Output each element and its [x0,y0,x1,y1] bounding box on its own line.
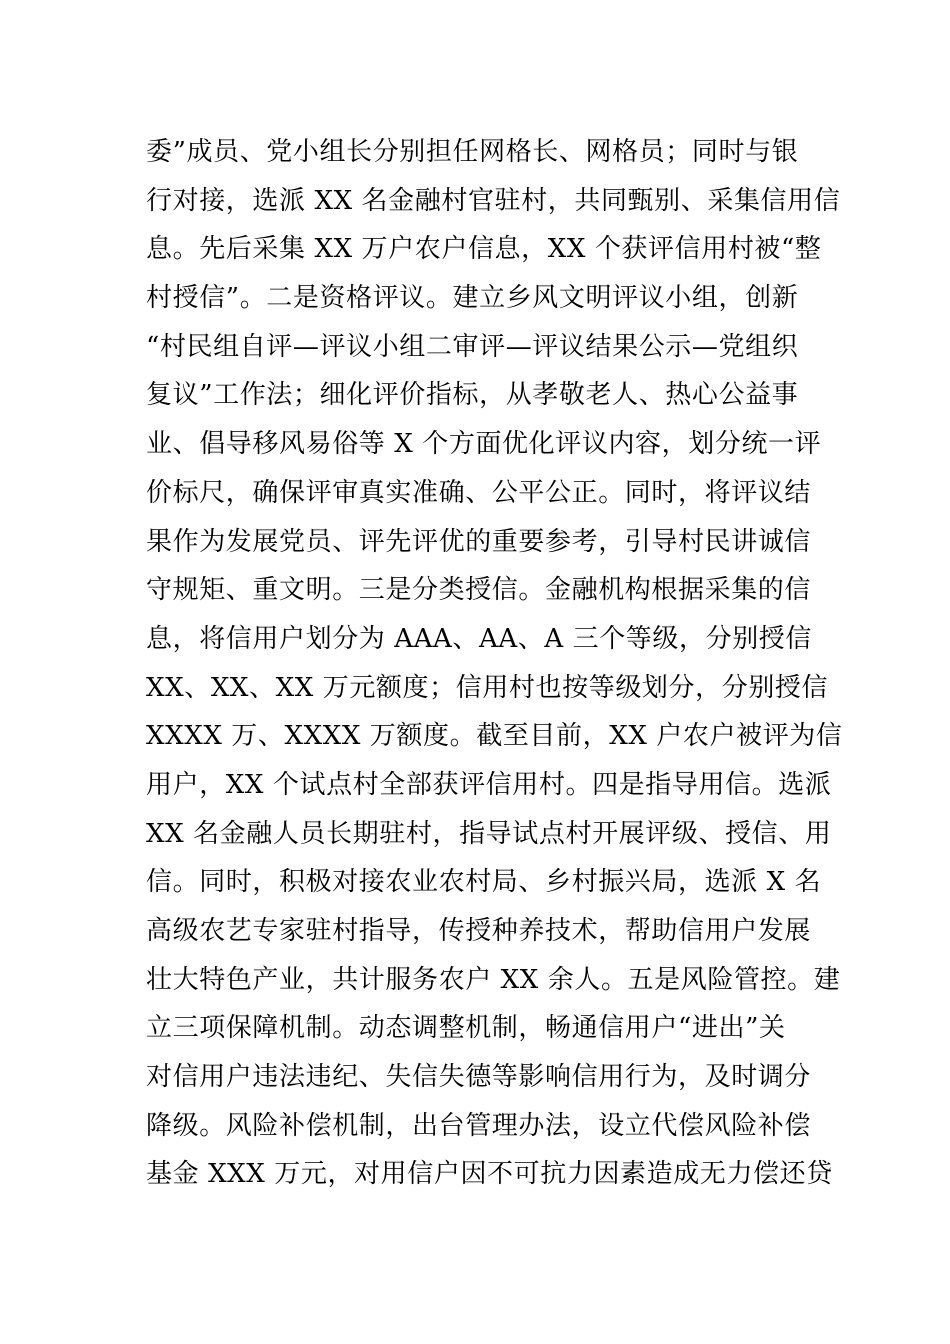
text-line: 信。同时，积极对接农业农村局、乡村振兴局，选派 X 名 [146,867,822,898]
text-line: 村授信”。二是资格评议。建立乡风文明评议小组，创新 [146,283,799,314]
text-line: 行对接，选派 XX 名金融村官驻村，共同甄别、采集信用信 [146,185,841,216]
text-line: 价标尺，确保评审真实准确、公平公正。同时，将评议结 [146,477,812,508]
text-line: 高级农艺专家驻村指导，传授种养技术，帮助信用户发展 [146,916,812,946]
text-line: 立三项保障机制。动态调整机制，畅通信用户“进出”关 [146,1013,786,1044]
text-line: 息，将信用户划分为 AAA、AA、A 三个等级，分别授信 [146,623,812,654]
text-line: 复议”工作法；细化评价指标，从孝敬老人、热心公益事 [146,380,799,411]
text-line: 业、倡导移风易俗等 X 个方面优化评议内容，划分统一评 [146,429,822,460]
text-line: “村民组自评—评议小组二审评—评议结果公示—党组织 [146,331,799,362]
text-line: 守规矩、重文明。三是分类授信。金融机构根据采集的信 [146,575,812,606]
text-line: 壮大特色产业，共计服务农户 XX 余人。五是风险管控。建 [146,964,841,995]
text-line: 降级。风险补偿机制，出台管理办法，设立代偿风险补偿 [146,1110,812,1141]
text-line: 委”成员、党小组长分别担任网格长、网格员；同时与银 [146,137,799,167]
text-line: XX 名金融人员长期驻村，指导试点村开展评级、授信、用 [146,818,832,849]
text-line: 对信用户违法违纪、失信失德等影响信用行为，及时调分 [146,1062,812,1093]
text-line: 息。先后采集 XX 万户农户信息，XX 个获评信用村被“整 [146,234,822,265]
text-line: XXXX 万、XXXX 万额度。截至目前，XX 户农户被评为信 [146,721,843,752]
text-line: 用户，XX 个试点村全部获评信用村。四是指导用信。选派 [146,769,832,800]
text-line: 果作为发展党员、评先评优的重要参考，引导村民讲诚信 [146,526,812,557]
text-line: 基金 XXX 万元，对用信户因不可抗力因素造成无力偿还贷 [146,1159,833,1190]
text-line: XX、XX、XX 万元额度；信用村也按等级划分，分别授信 [146,672,829,703]
body-paragraph [146,128,843,1199]
